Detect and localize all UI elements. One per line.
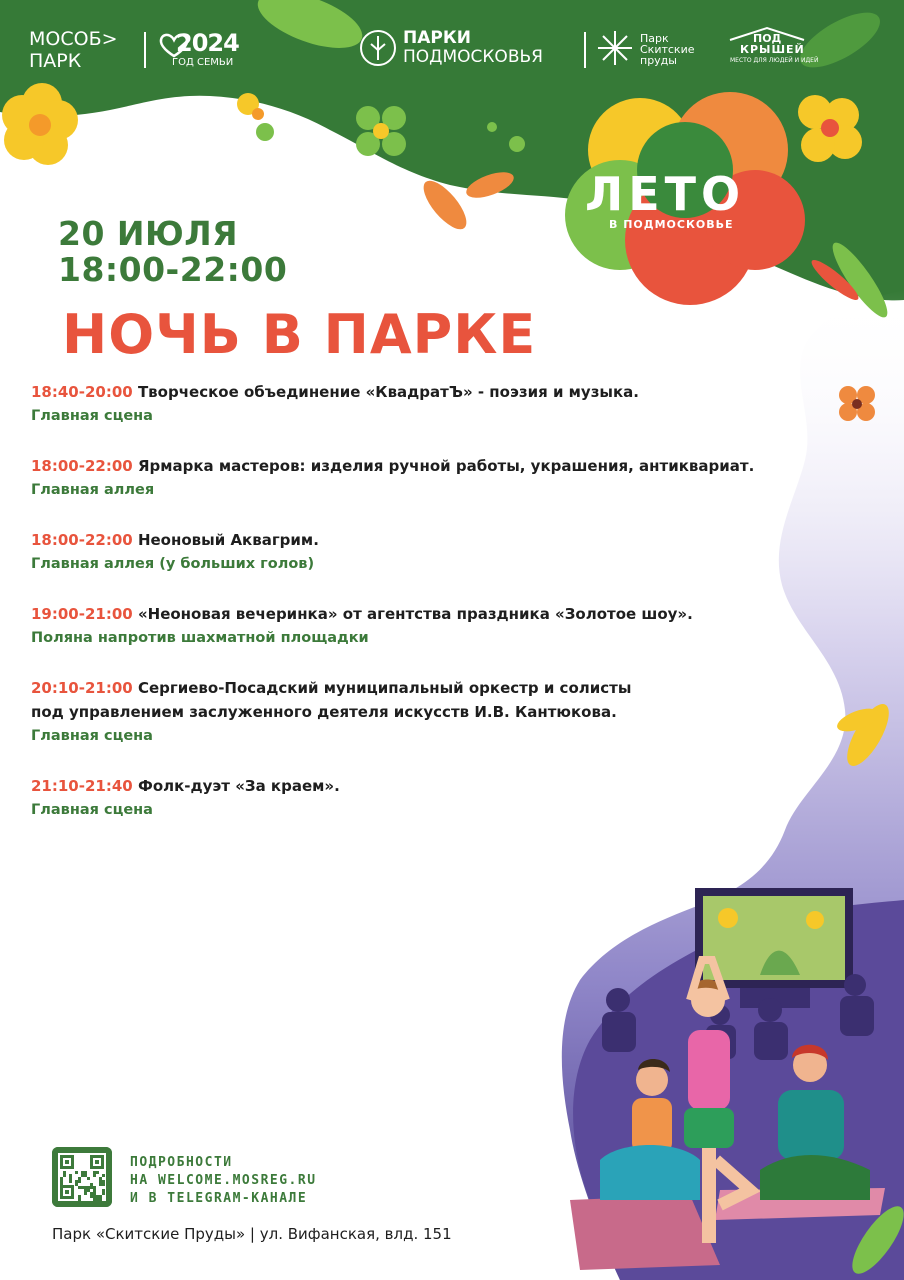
- schedule-item-description: [31, 454, 771, 478]
- leto-logo-caption: В ПОДМОСКОВЬЕ: [609, 218, 734, 231]
- schedule-item-text: Фолк-дуэт «За краем».: [137, 777, 340, 795]
- schedule-item-text: Неоновый Аквагрим.: [137, 531, 319, 549]
- pod-kryshey-logo-line1: ПОД: [753, 32, 782, 45]
- schedule-item-location: Главная сцена: [31, 728, 153, 744]
- schedule-item-description: [31, 528, 771, 552]
- pod-kryshey-logo-line2: КРЫШЕЙ: [740, 43, 805, 56]
- skitskie-logo-line1: Парк: [640, 32, 669, 45]
- qr-code-icon[interactable]: [52, 1147, 112, 1207]
- schedule-item-text: «Неоновая вечеринка» от агентства праздника «Золотое шоу».: [137, 605, 693, 623]
- schedule-item: [31, 454, 771, 502]
- schedule-item-location: Главная аллея (у больших голов): [31, 556, 315, 572]
- mosobpark-logo-line1: МОСОБ>: [29, 28, 118, 50]
- schedule-item-location: Главная аллея: [31, 482, 155, 498]
- schedule-item-time: 19:00-21:00: [31, 605, 133, 623]
- parki-logo-line1: ПАРКИ: [403, 28, 471, 48]
- schedule-item: [31, 676, 771, 748]
- schedule-item-text: Сергиево-Посадский муниципальный оркестр и солисты: [137, 679, 632, 697]
- skitskie-prudy-logo-mark: [598, 31, 632, 65]
- schedule-item: [31, 528, 771, 576]
- schedule-item-description: [31, 774, 771, 798]
- leto-logo: ЛЕТО: [585, 167, 746, 221]
- schedule-item: [31, 774, 771, 822]
- schedule-item-time: 20:10-21:00: [31, 679, 133, 697]
- schedule-item-location: Главная сцена: [31, 408, 153, 424]
- park-address: Парк «Скитские Пруды» | ул. Вифанская, влд. 151: [52, 1225, 452, 1243]
- event-date: 20 ИЮЛЯ: [58, 214, 239, 253]
- schedule-item-description: [31, 700, 771, 724]
- schedule-item: [31, 602, 771, 650]
- schedule-item: [31, 380, 771, 428]
- schedule-item-time: 18:00-22:00: [31, 457, 133, 475]
- schedule-item-time: 21:10-21:40: [31, 777, 133, 795]
- event-time: 18:00-22:00: [58, 250, 288, 289]
- event-date-time: [58, 216, 287, 288]
- schedule-item-time: 18:40-20:00: [31, 383, 133, 401]
- event-title: НОЧЬ В ПАРКЕ: [62, 303, 537, 366]
- schedule-item-text: Ярмарка мастеров: изделия ручной работы, украшения, антиквариат.: [137, 457, 755, 475]
- more-info-line3: И В TELEGRAM-КАНАЛЕ: [130, 1191, 308, 1206]
- schedule-item-time: 18:00-22:00: [31, 531, 133, 549]
- schedule-item-location: Главная сцена: [31, 802, 153, 818]
- schedule-item-text: Творческое объединение «КвадратЪ» - поэзия и музыка.: [137, 383, 639, 401]
- schedule-item-description: [31, 380, 771, 404]
- parki-logo-line2: ПОДМОСКОВЬЯ: [403, 47, 543, 67]
- schedule-item-text: под управлением заслуженного деятеля искусств И.В. Кантюкова.: [31, 703, 617, 721]
- more-info-line2: НА WELCOME.MOSREG.RU: [130, 1173, 317, 1188]
- schedule-list: [31, 380, 771, 848]
- year-logo-caption: ГОД СЕМЬИ: [172, 57, 234, 68]
- schedule-item-description: [31, 602, 771, 626]
- schedule-item-description: [31, 676, 771, 700]
- schedule-item-location: Поляна напротив шахматной площадки: [31, 630, 369, 646]
- skitskie-logo-line2: Скитские: [640, 43, 695, 56]
- more-info-block: [130, 1154, 317, 1208]
- pod-kryshey-logo-caption: МЕСТО ДЛЯ ЛЮДЕЙ И ИДЕЙ: [730, 57, 819, 64]
- mosobpark-logo-line2: ПАРК: [29, 50, 82, 72]
- year-logo: 2024: [176, 29, 239, 57]
- skitskie-logo-line3: пруды: [640, 54, 677, 67]
- more-info-line1: ПОДРОБНОСТИ: [130, 1155, 233, 1170]
